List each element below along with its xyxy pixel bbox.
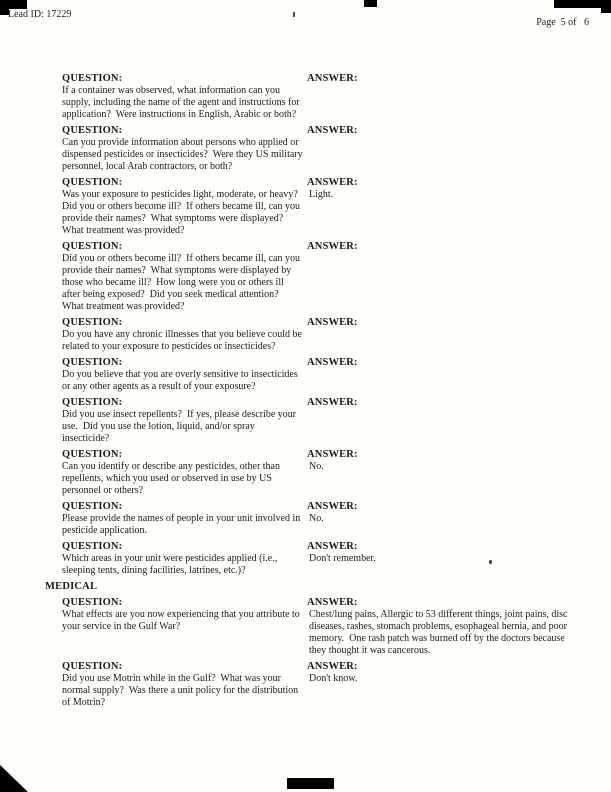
answer-label: ANSWER: [307,177,358,188]
answer-label: ANSWER: [307,541,358,552]
question-column [62,661,307,709]
lead-id: Lead ID: 17229 [8,9,72,20]
answer-column [307,317,587,329]
question-label: QUESTION: [62,177,123,188]
answer-column [307,397,587,409]
answer-label: ANSWER: [307,449,358,460]
question-text: Did you use Motrin while in the Gulf? What was your normal supply? Was there a unit policy for the distribution of Motrin? [62,673,301,708]
question-text: Do you believe that you are overly sensitive to insecticides or any other agents as a result of your exposure? [62,369,301,392]
question-text: Can you provide information about persons who applied or dispensed pesticides or insecticides? Were they US military personnel, local Arab contractors, or both? [62,137,306,172]
qa-list [45,73,594,713]
qa-block [62,597,594,657]
question-label: QUESTION: [62,357,123,368]
answer-label: ANSWER: [307,397,358,408]
question-text: If a container was observed, what information can you supply, including the name of the agent and instructions for application? Were instructions in English, Arabic or both? [62,85,303,120]
question-column [62,317,307,353]
answer-label: ANSWER: [307,661,358,672]
qa-block [62,449,594,497]
answer-column [307,597,587,657]
answer-label: ANSWER: [307,501,358,512]
answer-column [307,125,587,137]
question-text: Was your exposure to pesticides light, moderate, or heavy? Did you or others become ill? If others became ill, can you provide their names? What symptoms were displayed? What treatment was provided? [62,189,303,236]
scan-artifact-bottom-center [287,778,334,789]
answer-text: Don't know. [309,673,358,684]
answer-label: ANSWER: [307,317,358,328]
answer-column [307,501,587,525]
question-column [62,177,307,237]
answer-text: Don't remember. [309,553,376,564]
answer-label: ANSWER: [307,241,358,252]
qa-block [62,177,594,237]
answer-column [307,541,587,565]
question-text: What effects are you now experiencing that you attribute to your service in the Gulf War? [62,609,303,632]
scan-artifact-top-right-edge [601,0,611,13]
question-label: QUESTION: [62,541,123,552]
qa-block [62,541,594,577]
question-text: Which areas in your unit were pesticides applied (i.e., sleeping tents, dining facilities, latrines, etc.)? [62,553,280,576]
question-label: QUESTION: [62,501,123,512]
scan-artifact-tick-mark [293,12,295,17]
question-column [62,397,307,445]
page-number: Page 5 of 6 [536,17,589,28]
question-label: QUESTION: [62,73,123,84]
question-column [62,73,307,121]
answer-column [307,661,587,685]
question-text: Please provide the names of people in your unit involved in pesticide application. [62,513,303,536]
question-label: QUESTION: [62,661,123,672]
question-column [62,241,307,313]
question-column [62,357,307,393]
question-column [62,125,307,173]
question-label: QUESTION: [62,317,123,328]
answer-text: Light. [309,189,334,200]
answer-text: Chest/lung pains, Allergic to 53 different things, joint pains, disc diseases, rashes, stomach problems, esophageal hernia, and poor memory. One rash patch was burned off by the doctors because they thought it was cancerous. [309,609,570,656]
qa-block [62,73,594,121]
question-text: Did you or others become ill? If others became ill, can you provide their names? What symptoms were displayed by those who became ill? How long were you or others ill after being exposed? Did you seek medical attention? What treatment was provided? [62,253,303,312]
qa-block [62,241,594,313]
qa-block [62,317,594,353]
answer-label: ANSWER: [307,73,358,84]
question-label: QUESTION: [62,397,123,408]
scan-artifact-bottom-left [0,765,28,792]
question-text: Can you identify or describe any pesticides, other than repellents, which you used or observed in use by US personnel or others? [62,461,283,496]
answer-label: ANSWER: [307,597,358,608]
qa-block [62,397,594,445]
answer-column [307,449,587,473]
qa-block [62,501,594,537]
qa-block [62,661,594,709]
question-column [62,449,307,497]
section-heading: MEDICAL [45,581,98,592]
question-label: QUESTION: [62,597,123,608]
answer-text: No. [309,461,324,472]
qa-block [62,125,594,173]
answer-column [307,357,587,369]
qa-block [62,357,594,393]
question-column [62,501,307,537]
answer-column [307,73,587,85]
answer-label: ANSWER: [307,125,358,136]
question-column [62,541,307,577]
question-label: QUESTION: [62,125,123,136]
answer-column [307,177,587,201]
question-text: Do you have any chronic illnesses that you believe could be related to your exposure to pesticides or insecticides? [62,329,305,352]
question-label: QUESTION: [62,449,123,460]
answer-label: ANSWER: [307,357,358,368]
question-column [62,597,307,633]
scan-artifact-top-center [364,0,377,7]
answer-column [307,241,587,253]
answer-text: No. [309,513,324,524]
question-text: Did you use insect repellents? If yes, please describe your use. Did you use the lotion, liquid, and/or spray insecticide? [62,409,299,444]
question-label: QUESTION: [62,241,123,252]
